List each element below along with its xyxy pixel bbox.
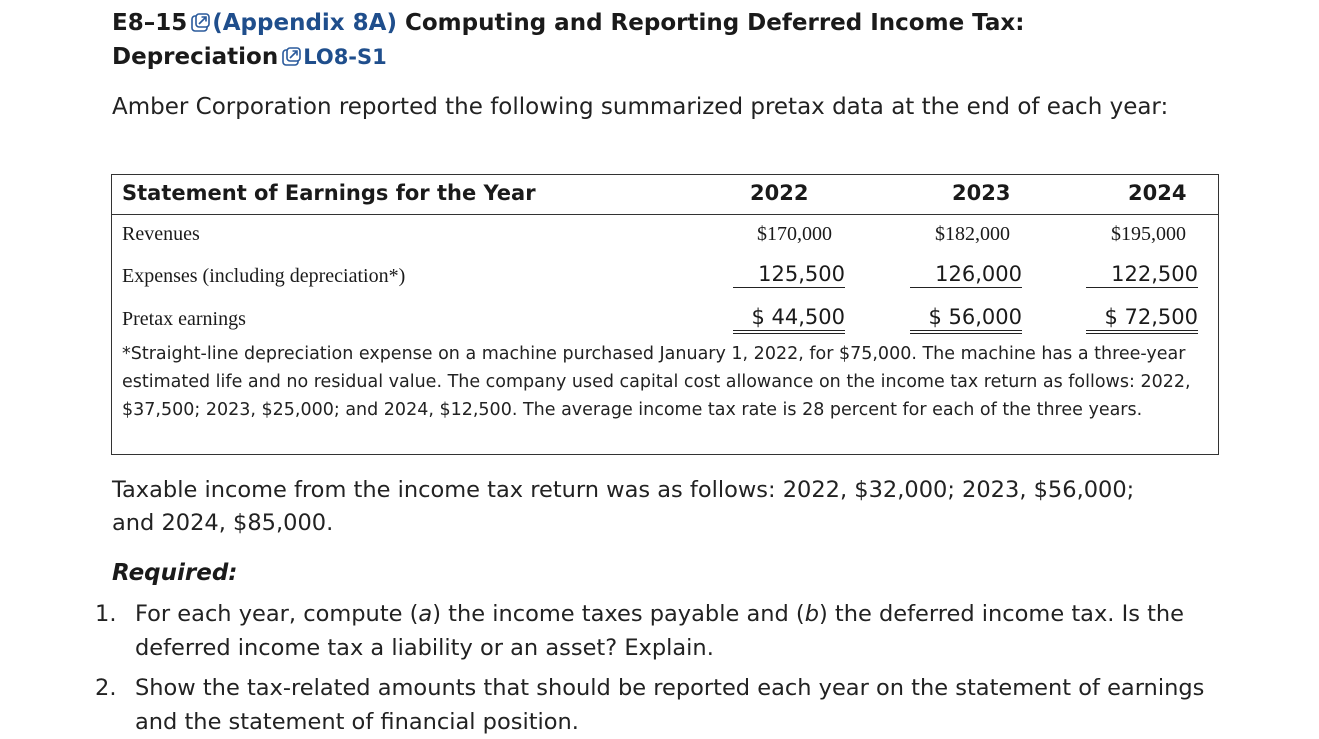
requirement-text-part: ) the income taxes payable and ( [432,601,805,627]
table-footnote: *Straight-line depreciation expense on a machine purchased January 1, 2022, for $75,000. The machine has a three-year estimated life and no residual value. The company used capital cost allowance on the income tax return as follows: 2022, $37,500; 2023, $25,000; and 2024, $12,500. The average income tax rate is 28 percent for each of the three years. [122,344,1191,420]
requirement-part-a: a [418,601,433,627]
statement-table [111,174,1219,455]
cell-value: $195,000 [1111,223,1186,245]
table-row [112,257,1218,299]
appendix-label: (Appendix 8A) [212,10,397,36]
cell-value: $182,000 [935,223,1010,245]
table-row [112,215,1218,257]
external-link-icon[interactable] [282,42,301,61]
learning-objective-link[interactable]: LO8-S1 [303,45,387,69]
row-label: Revenues [122,223,200,245]
cell-value: 122,500 [1086,262,1198,288]
row-label: Expenses (including depreciation*) [122,265,406,287]
taxable-income-text: Taxable income from the income tax return was as follows: 2022, $32,000; 2023, $56,000; and 2024, $85,000. [112,477,1135,536]
year-header: 2023 [952,181,1011,205]
heading-title-part1: Computing and Reporting Deferred Income Tax: [404,10,1025,36]
table-header [112,175,1218,215]
cell-value: 125,500 [733,262,845,288]
intro-text: Amber Corporation reported the following summarized pretax data at the end of each year: [112,94,1169,120]
cell-value: $170,000 [757,223,832,245]
heading-title-part2: Depreciation [112,44,279,70]
external-link-icon[interactable] [191,8,210,27]
exercise-heading [112,6,1262,74]
cell-value: 126,000 [910,262,1022,288]
requirement-text: Show the tax-related amounts that should be reported each year on the statement of earnings and the statement of financial position. [135,675,1205,735]
table-row [112,300,1218,342]
exercise-code: E8–15 [112,10,188,36]
row-label: Pretax earnings [122,308,246,330]
requirement-part-b: b [804,601,819,627]
requirement-text-part: ) the deferred income tax. Is the deferred income tax a liability or an asset? Explain. [135,601,1185,661]
heading-line-1 [112,6,1262,40]
requirement-number: 1. [95,601,117,627]
heading-line-2 [112,40,1262,74]
requirement-text-part: For each year, compute ( [135,601,419,627]
cell-value: $ 44,500 [733,305,845,334]
year-header: 2024 [1128,181,1187,205]
cell-value: $ 56,000 [910,305,1022,334]
requirement-number: 2. [95,675,117,701]
requirement-text [135,598,1235,665]
required-label: Required: [112,560,238,586]
table-title: Statement of Earnings for the Year [122,181,536,205]
year-header: 2022 [750,181,809,205]
cell-value: $ 72,500 [1086,305,1198,334]
